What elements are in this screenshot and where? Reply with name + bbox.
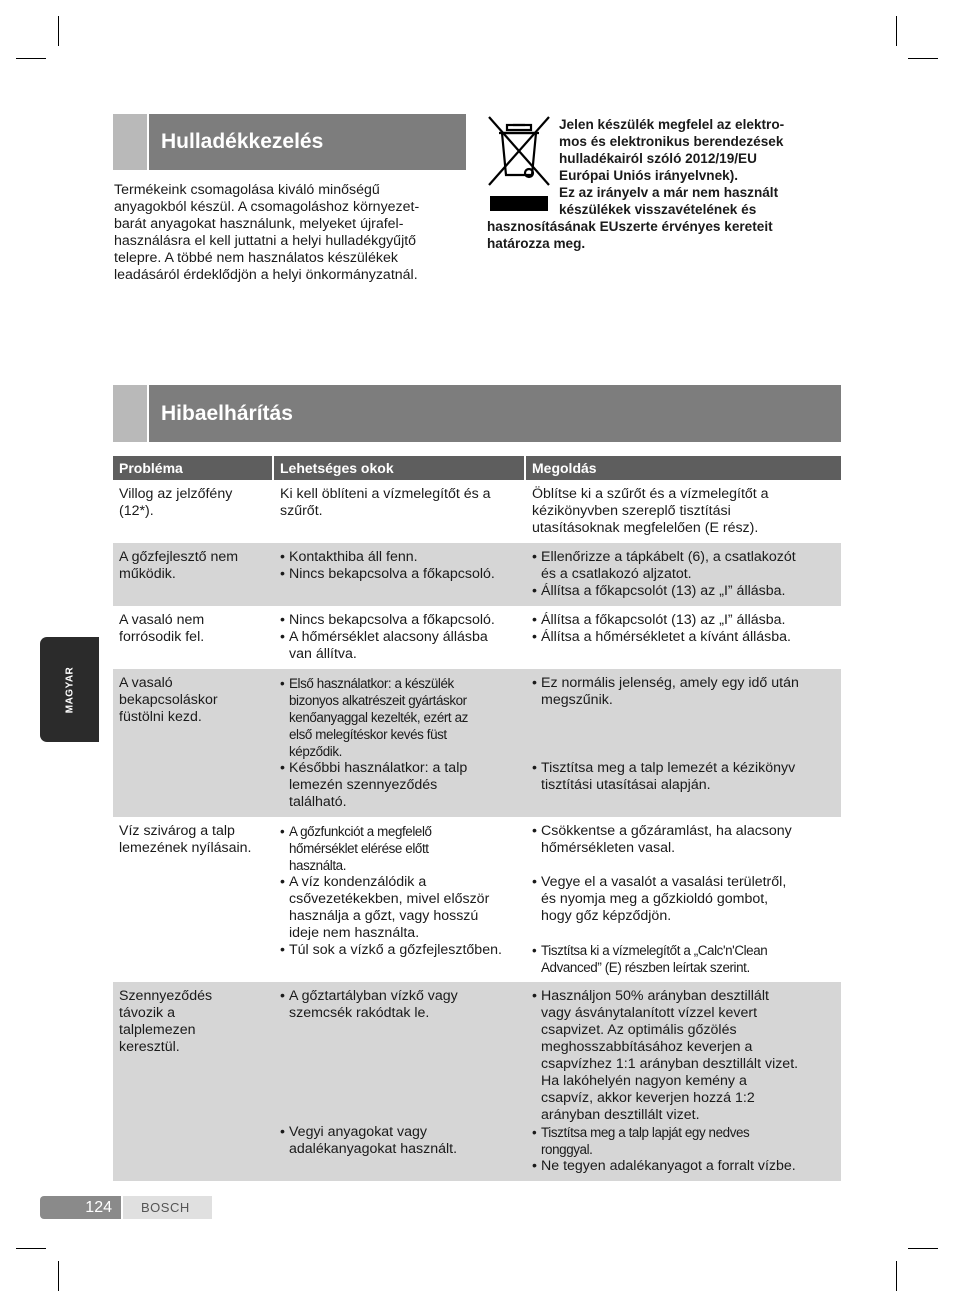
text-line: kenőanyaggal kezelték, ezért az [289, 710, 468, 725]
problem-cell [113, 982, 274, 1181]
text-line: leadásáról érdeklődjön a helyi önkormányzatnál. [114, 267, 418, 283]
text-line: és nyomja meg a gőzkioldó gombot, [541, 891, 769, 907]
solution-cell [526, 480, 841, 543]
text-line: • Ne tegyen adalékanyagot a forralt vízbe. [541, 1158, 796, 1174]
troubleshooting-section-title: Hibaelhárítás [161, 401, 293, 425]
text-line: adalékanyagokat használt. [289, 1141, 458, 1157]
text-line: • Használjon 50% arányban desztillált [541, 988, 769, 1004]
text-line: használásra el kell juttatni a helyi hulladékgyűjtő [114, 233, 417, 249]
text-line: • Ez normális jelenség, amely egy idő után [541, 675, 799, 691]
text-line: Ha lakóhelyén nagyon kemény a [541, 1073, 747, 1089]
text-line: hasznosításának EUszerte érvényes kereteit [487, 219, 773, 234]
text-line: működik. [119, 566, 176, 582]
text-line: bekapcsoláskor [119, 692, 218, 708]
text-line: • Későbbi használatkor: a talp [289, 760, 468, 776]
list-item [532, 1124, 835, 1158]
text-line: lemezének nyílásain. [119, 840, 252, 856]
list-item [280, 675, 520, 760]
text-line: csapvíz, akkor keverjen hozzá 1:2 [541, 1090, 755, 1106]
crop-mark [58, 1261, 59, 1291]
text-line: hulladékairól szóló 2012/19/EU [559, 151, 757, 166]
text-line: • A víz kondenzálódik a [289, 874, 427, 890]
text-line: bizonyos alkatrészeit gyártáskor [289, 693, 467, 708]
text-line: talplemezen [119, 1022, 196, 1038]
text-line: csővezetékekben, mivel először [289, 891, 490, 907]
text-line: hőmérséklet elérése előtt [289, 841, 429, 856]
language-label: MAGYAR [64, 666, 75, 713]
text-line: forrósodik fel. [119, 629, 205, 645]
table-row [113, 480, 841, 543]
text-line: használta. [289, 858, 347, 873]
language-side-tab [40, 637, 99, 742]
column-header-problem: Probléma [113, 456, 274, 480]
list-item [280, 874, 520, 942]
text-line: megszűnik. [541, 692, 613, 708]
text-line: • Csökkentse a gőzáramlást, ha alacsony [541, 823, 792, 839]
list-item [532, 1158, 835, 1175]
text-line: Villog az jelzőfény [119, 486, 233, 502]
text-line: van állítva. [289, 646, 357, 662]
text-line: és a csatlakozó aljzatot. [541, 566, 692, 582]
text-line: Ki kell öblíteni a vízmelegítőt és a [280, 486, 491, 502]
text-line: anyagokból készül. A csomagoláshoz környezet- [114, 199, 420, 215]
table-header-row [113, 456, 841, 480]
crop-mark [16, 58, 46, 59]
causes-cell [274, 982, 526, 1181]
text-line: • Ellenőrizze a tápkábelt (6), a csatlakozót [541, 549, 796, 565]
crop-mark [908, 1248, 938, 1249]
text-line: • A gőztartályban vízkő vagy [289, 988, 458, 1004]
text-line: Szennyeződés [119, 988, 213, 1004]
text-line: készülékek visszavételének és [559, 202, 757, 217]
text-line: • Vegyi anyagokat vagy [289, 1124, 428, 1140]
text-line: • Tisztítsa meg a talp lemezét a kézikönyv [541, 760, 796, 776]
list-item [280, 629, 520, 663]
text-line: Termékeink csomagolása kiváló minőségű [114, 182, 380, 198]
text-line: Ez az irányelv a már nem használt [559, 185, 779, 200]
text-line: képződik. [289, 744, 342, 759]
list-item: • Kontakthiba áll fenn. [280, 549, 520, 566]
text-line: • A hőmérséklet alacsony állásba [289, 629, 488, 645]
crop-mark [908, 58, 938, 59]
list-item [280, 1124, 520, 1158]
solution-cell [526, 543, 841, 606]
text-line: meghosszabbításához keverjen a [541, 1039, 753, 1055]
text-line: vagy ásványtalanított vízzel kevert [541, 1005, 758, 1021]
crop-mark [58, 16, 59, 46]
weee-directive-text [487, 116, 832, 252]
list-item [280, 942, 520, 959]
text-line: Víz szivárog a talp [119, 823, 235, 839]
text-line: barát anyagokat használunk, melyeket újrafel- [114, 216, 404, 232]
text-line: távozik a [119, 1005, 175, 1021]
text-line: szűrőt. [280, 503, 323, 519]
text-line: • Tisztítsa meg a talp lapját egy nedves [541, 1125, 750, 1140]
text-line: • Első használatkor: a készülék [289, 676, 454, 691]
list-item [532, 760, 835, 794]
waste-paragraph [114, 182, 464, 284]
list-item: • Nincs bekapcsolva a főkapcsoló. [280, 566, 520, 583]
table-row [113, 543, 841, 606]
solution-cell [526, 817, 841, 982]
list-item [532, 612, 835, 629]
text-line: Jelen készülék megfelel az elektro- [559, 117, 785, 132]
list-item [532, 675, 835, 709]
text-line: • Állítsa a főkapcsolót (13) az „I” állásba. [541, 583, 786, 599]
text-line: kézikönyvben szereplő tisztítási [532, 503, 731, 519]
text-line: található. [289, 794, 347, 810]
list-item [280, 760, 520, 811]
text-line: mos és elektronikus berendezések [559, 134, 784, 149]
text-line: szemcsék rakódtak le. [289, 1005, 430, 1021]
text-line: utasításoknak megfelelően (E rész). [532, 520, 759, 536]
list-item [532, 942, 835, 976]
problem-cell [113, 606, 274, 669]
troubleshooting-section-header [113, 385, 841, 442]
list-item [532, 549, 835, 583]
table-row [113, 606, 841, 669]
text-line: A vasaló [119, 675, 173, 691]
problem-cell [113, 817, 274, 982]
text-line: határozza meg. [487, 236, 586, 251]
causes-cell [274, 606, 526, 669]
text-line: hogy gőz képződjön. [541, 908, 672, 924]
waste-section-title: Hulladékkezelés [161, 130, 324, 153]
list-item [280, 988, 520, 1022]
text-line: első melegítéskor kevés füst [289, 727, 447, 742]
header-tab [113, 385, 149, 442]
causes-cell [274, 543, 526, 606]
text-line: Öblítse ki a szűrőt és a vízmelegítőt a [532, 486, 769, 502]
solution-cell [526, 982, 841, 1181]
crop-mark [16, 1248, 46, 1249]
crop-mark [896, 16, 897, 46]
text-line: tisztítási utasításai alapján. [541, 777, 711, 793]
text-line: csapvízhez 1:1 arányban desztillált vizet. [541, 1056, 799, 1072]
column-header-causes: Lehetséges okok [274, 456, 526, 480]
text-line: A gőzfejlesztő nem [119, 549, 239, 565]
text-line: használja a gőzt, vagy hosszú [289, 908, 479, 924]
list-item [280, 612, 520, 629]
text-line: lemezén szennyeződés [289, 777, 438, 793]
text-line: füstölni kezd. [119, 709, 202, 725]
text-line: • Vegye el a vasalót a vasalási területről, [541, 874, 787, 890]
text-line: ronggyal. [541, 1142, 593, 1157]
brand-name: BOSCH [123, 1196, 212, 1219]
list-item [532, 988, 835, 1124]
text-line: arányban desztillált vizet. [541, 1107, 700, 1123]
crop-mark [896, 1261, 897, 1291]
list-item [532, 583, 835, 600]
text-line: • Tisztítsa ki a vízmelegítőt a „Calc'n'Clean [541, 943, 768, 958]
solution-cell [526, 669, 841, 817]
text-line: Európai Uniós irányelvnek). [559, 168, 739, 183]
page-number: 124 [40, 1196, 121, 1219]
text-line: • A gőzfunkciót a megfelelő [289, 824, 432, 839]
causes-cell [274, 669, 526, 817]
text-line: hőmérsékleten vasal. [541, 840, 676, 856]
column-header-solution: Megoldás [526, 456, 841, 480]
list-item [532, 874, 835, 925]
causes-cell [274, 480, 526, 543]
problem-cell [113, 543, 274, 606]
table-row [113, 817, 841, 982]
text-line: • Nincs bekapcsolva a főkapcsoló. [289, 612, 495, 628]
problem-cell [113, 669, 274, 817]
list-item [532, 629, 835, 646]
text-line: ideje nem használta. [289, 925, 420, 941]
text-line: • Túl sok a vízkő a gőzfejlesztőben. [289, 942, 502, 958]
text-line: telepre. A többé nem használatos készülékek [114, 250, 398, 266]
table-row [113, 669, 841, 817]
waste-section-header [113, 114, 466, 170]
troubleshooting-table [113, 456, 841, 1181]
text-line: A vasaló nem [119, 612, 205, 628]
causes-cell [274, 817, 526, 982]
problem-cell [113, 480, 274, 543]
text-line: • Állítsa a főkapcsolót (13) az „I” állásba. [541, 612, 786, 628]
text-line: Advanced” (E) részben leírtak szerint. [541, 960, 750, 975]
list-item [532, 823, 835, 857]
text-line: (12*). [119, 503, 154, 519]
text-line: • Állítsa a hőmérsékletet a kívánt állásba. [541, 629, 791, 645]
list-item [280, 823, 520, 874]
text-line: keresztül. [119, 1039, 180, 1055]
solution-cell [526, 606, 841, 669]
text-line: csapvizet. Az optimális gőzölés [541, 1022, 737, 1038]
table-row [113, 982, 841, 1181]
header-tab [113, 114, 149, 170]
